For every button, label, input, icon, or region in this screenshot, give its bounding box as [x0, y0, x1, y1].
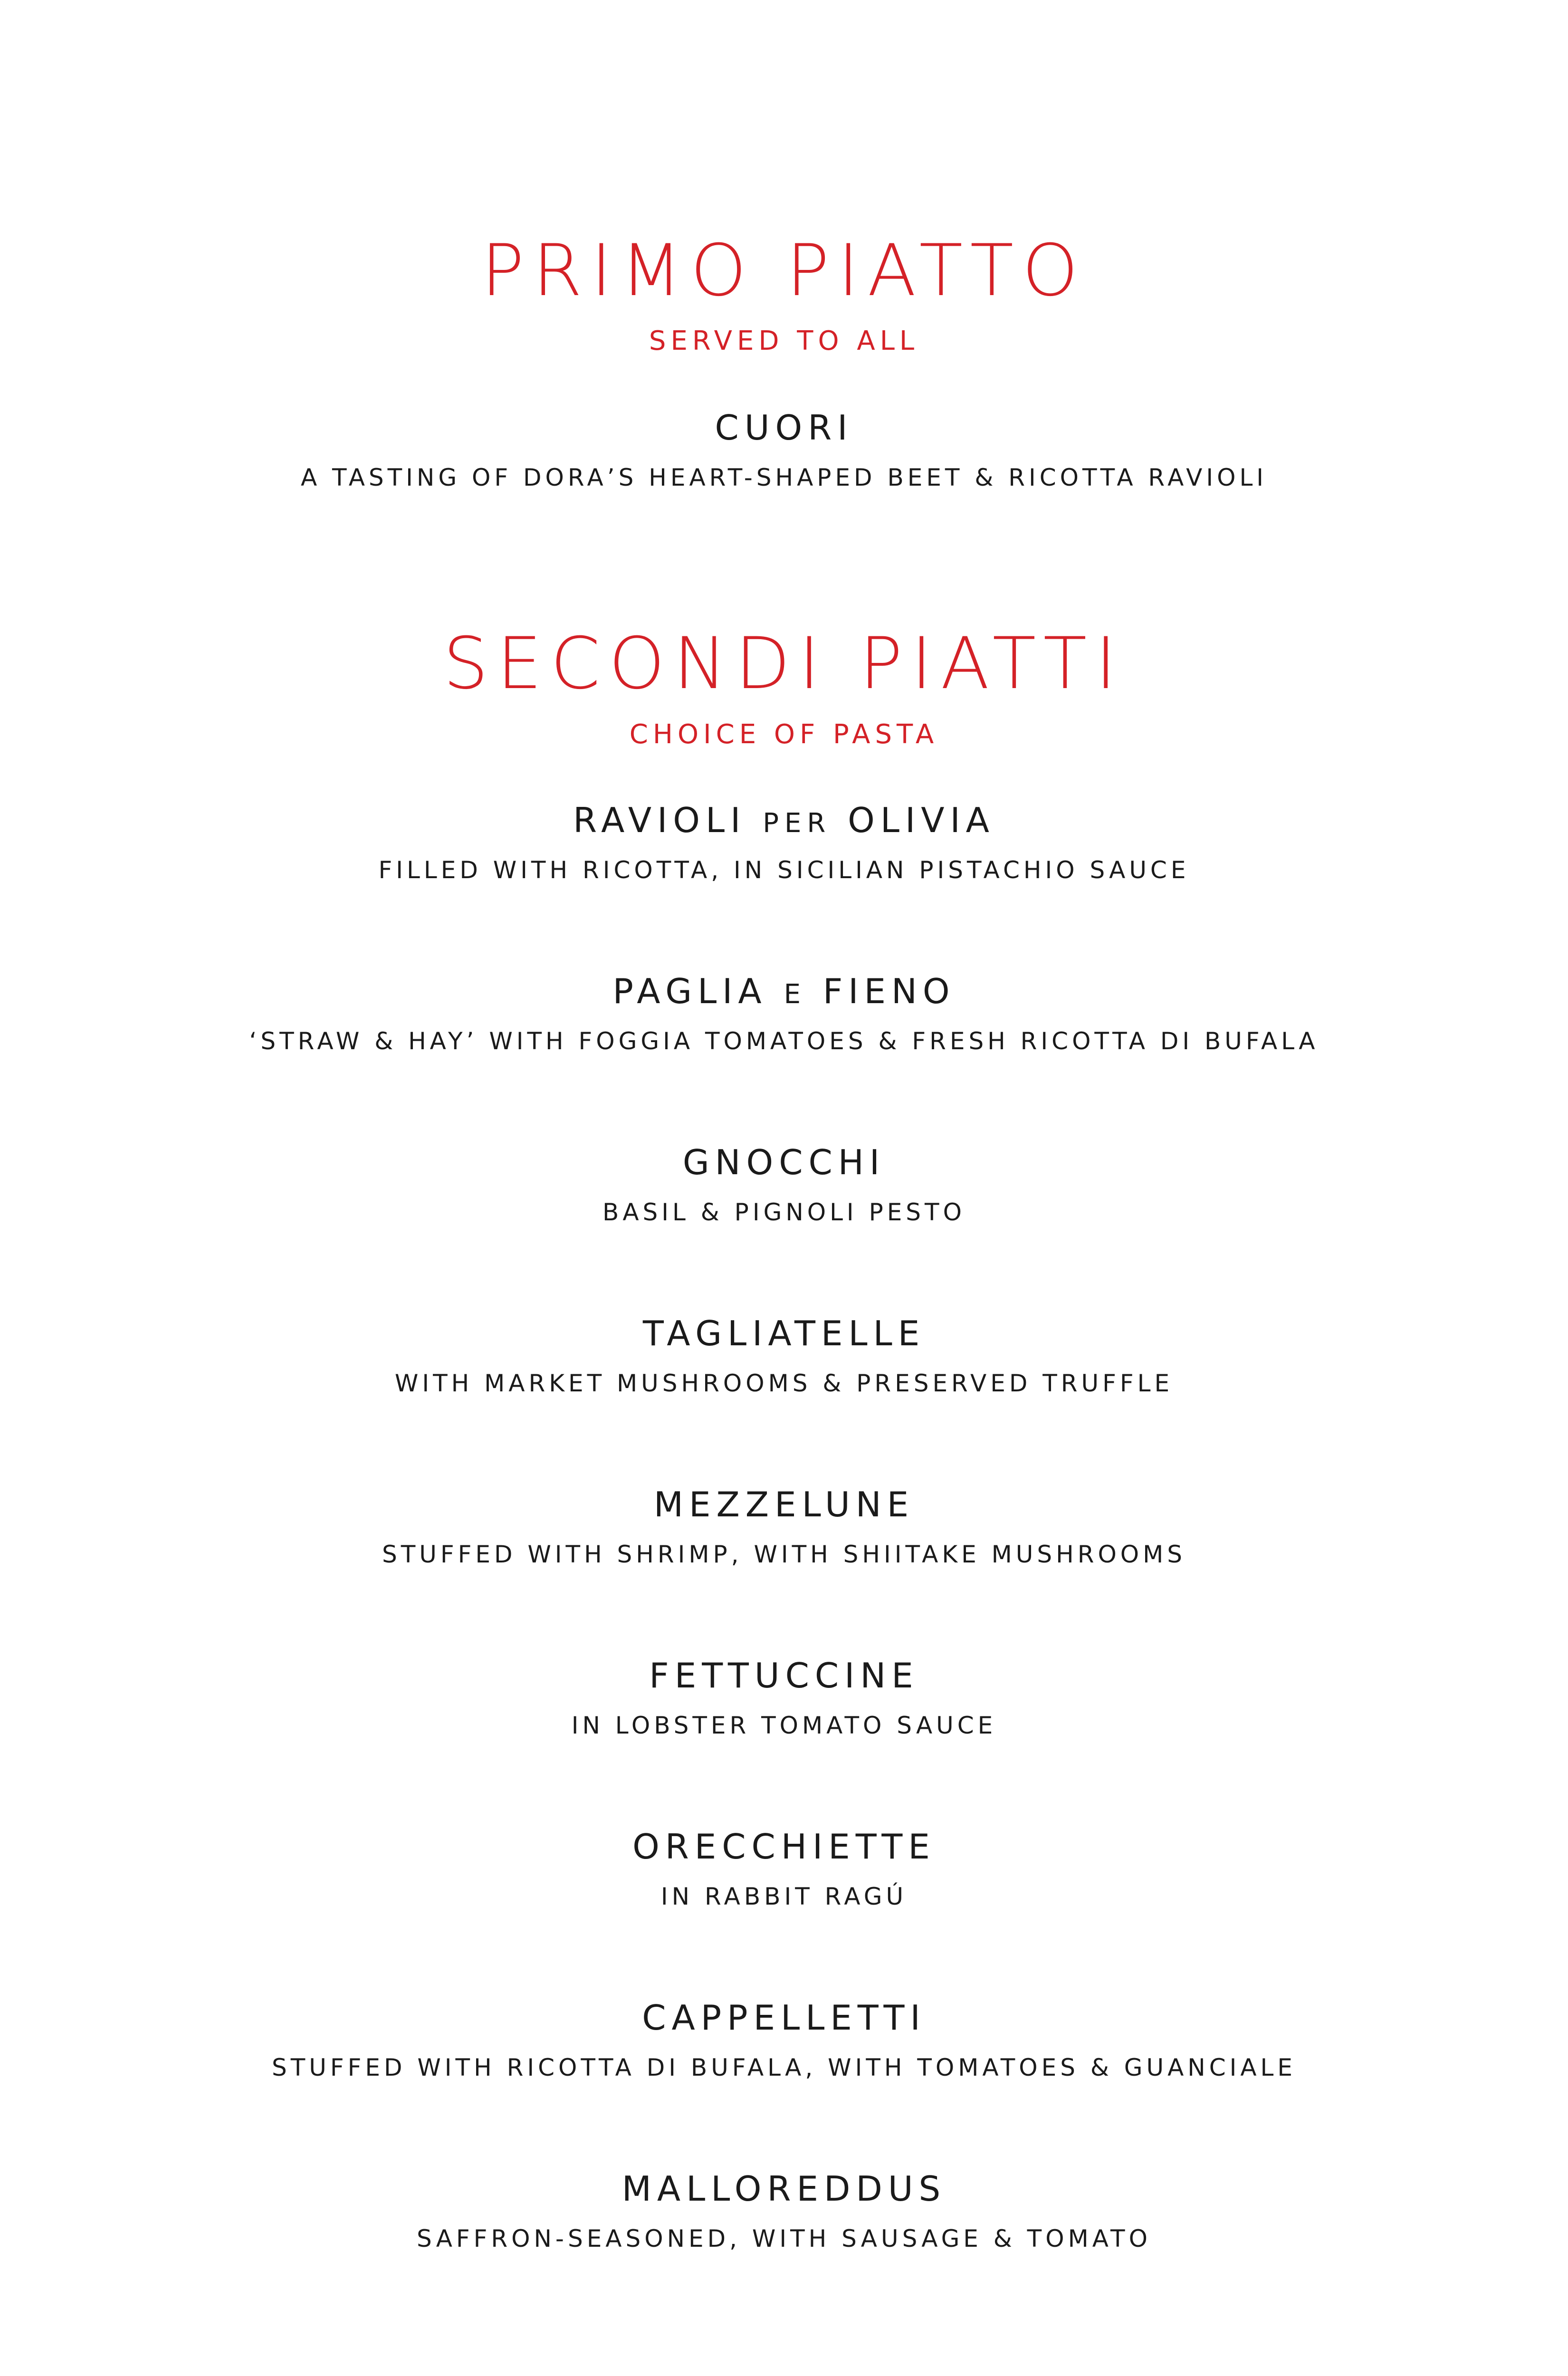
- dish-name-cappelletti: CAPPELLETTI: [642, 1998, 926, 2038]
- primo-section-title: PRIMO PIATTO: [481, 230, 1087, 312]
- dish-name-part: OLIVIA: [848, 800, 995, 840]
- dish-description-malloreddus: SAFFRON-SEASONED, WITH SAUSAGE & TOMATO: [417, 2225, 1151, 2252]
- dish-name-paglia-e-fieno: [0, 971, 1568, 1011]
- dish-name-orecchiette: ORECCHIETTE: [632, 1827, 936, 1867]
- secondi-section-subtitle: CHOICE OF PASTA: [629, 719, 939, 750]
- dish-description-ravioli-per-olivia: FILLED WITH RICOTTA, IN SICILIAN PISTACHIO SAUCE: [378, 856, 1190, 884]
- dish-description-cappelletti: STUFFED WITH RICOTTA DI BUFALA, WITH TOMATOES & GUANCIALE: [271, 2054, 1297, 2081]
- dish-name-part: RAVIOLI: [573, 800, 746, 840]
- dish-description-gnocchi: BASIL & PIGNOLI PESTO: [602, 1198, 966, 1226]
- dish-name-part: FIENO: [822, 971, 956, 1011]
- dish-name-fettuccine: FETTUCCINE: [649, 1656, 919, 1696]
- dish-description-fettuccine: IN LOBSTER TOMATO SAUCE: [571, 1712, 997, 1739]
- dish-description-paglia-e-fieno: ‘STRAW & HAY’ WITH FOGGIA TOMATOES & FRESH RICOTTA DI BUFALA: [249, 1027, 1319, 1055]
- dish-name-connector: E: [784, 979, 806, 1010]
- dish-description-cuori: A TASTING OF DORA’S HEART-SHAPED BEET & RICOTTA RAVIOLI: [300, 464, 1268, 491]
- dish-description-orecchiette: IN RABBIT RAGÚ: [660, 1883, 908, 1910]
- dish-name-tagliatelle: TAGLIATELLE: [642, 1313, 926, 1353]
- dish-name-ravioli-per-olivia: [0, 800, 1568, 840]
- dish-name-gnocchi: GNOCCHI: [682, 1142, 886, 1182]
- secondi-section-title: SECONDI PIATTI: [443, 623, 1125, 705]
- dish-description-tagliatelle: WITH MARKET MUSHROOMS & PRESERVED TRUFFLE: [394, 1370, 1174, 1397]
- primo-section-subtitle: SERVED TO ALL: [649, 326, 919, 356]
- dish-name-part: PAGLIA: [612, 971, 767, 1011]
- dish-name-mezzelune: MEZZELUNE: [653, 1485, 915, 1524]
- dish-description-mezzelune: STUFFED WITH SHRIMP, WITH SHIITAKE MUSHROOMS: [382, 1541, 1186, 1568]
- dish-name-malloreddus: MALLOREDDUS: [621, 2169, 947, 2209]
- dish-name-connector: PER: [763, 808, 832, 839]
- dish-name-cuori: CUORI: [715, 408, 853, 448]
